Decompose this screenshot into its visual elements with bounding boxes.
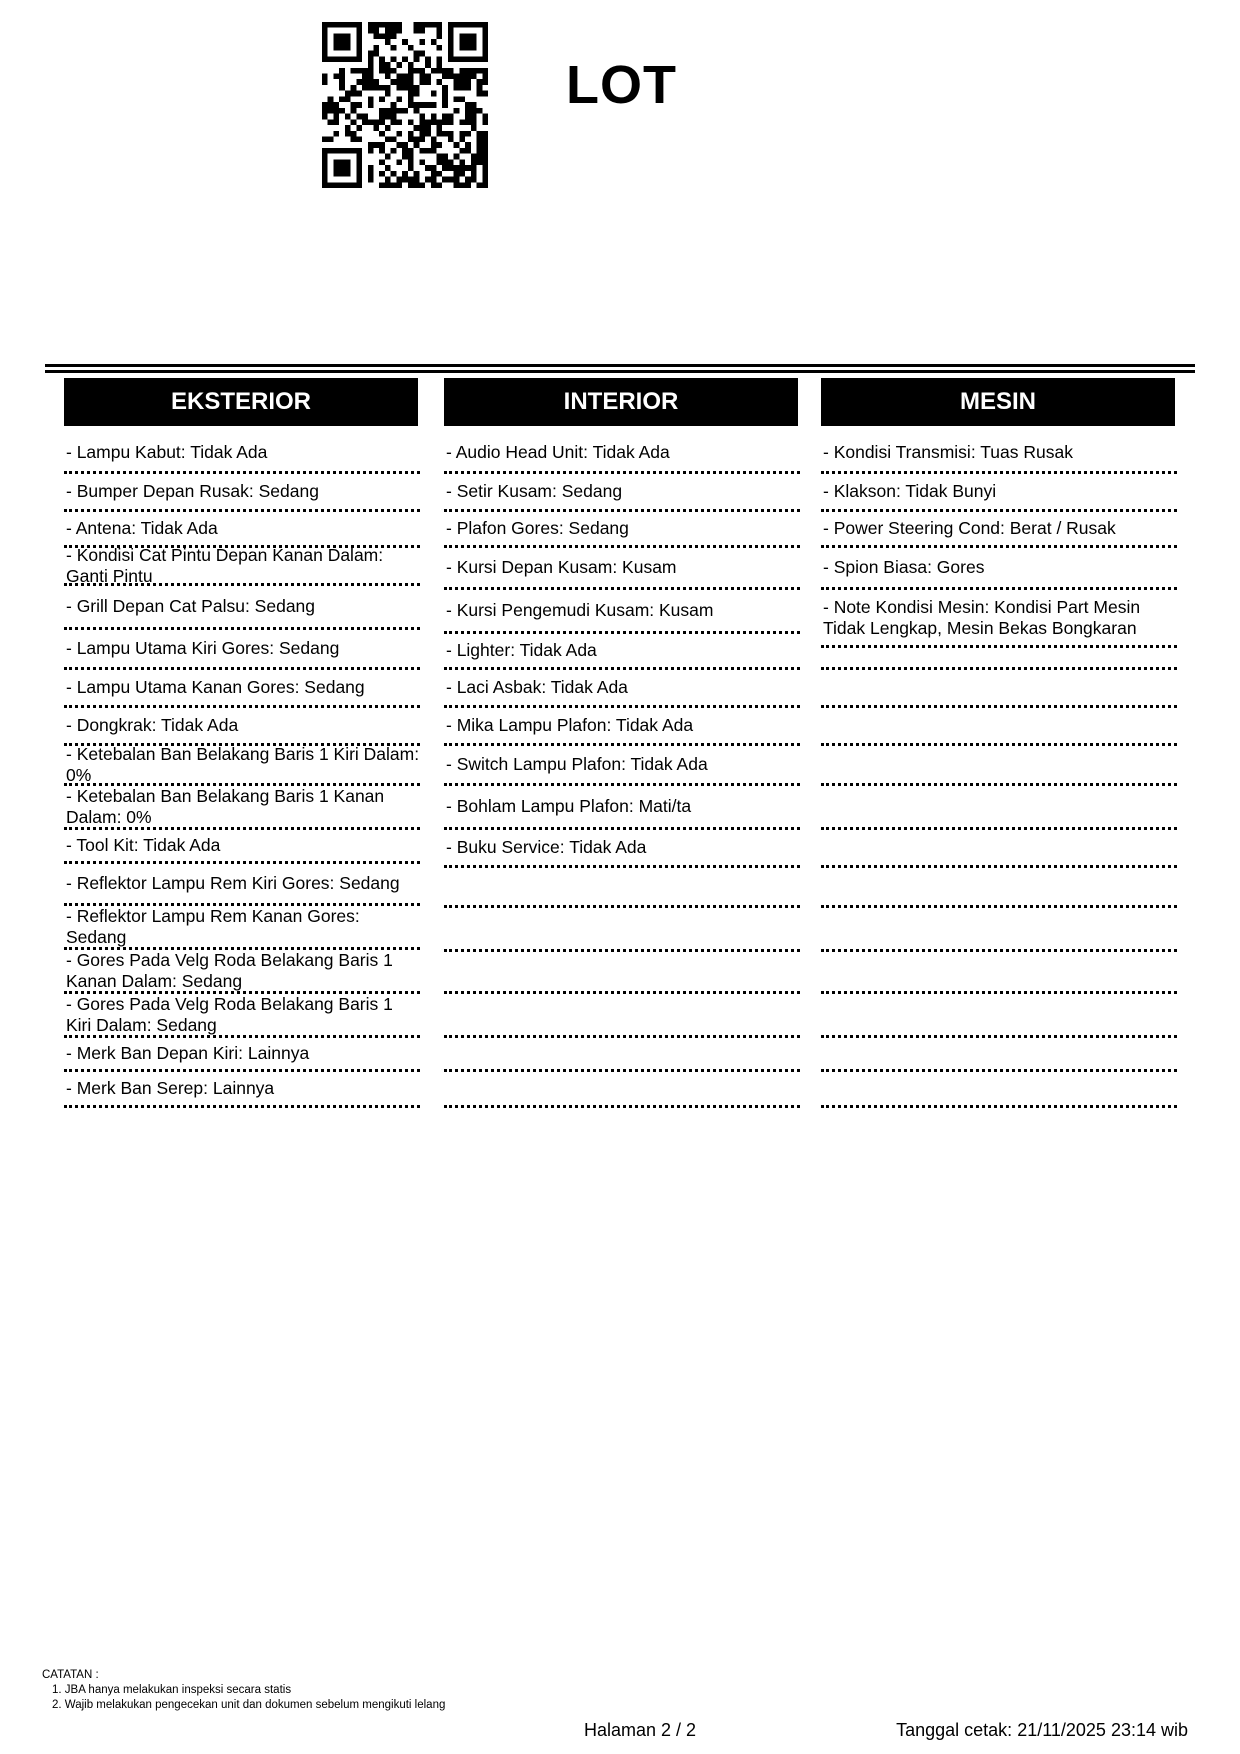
list-item: [444, 746, 800, 786]
list-item: [64, 512, 420, 548]
column-header-eksterior: EKSTERIOR: [64, 378, 418, 426]
list-item: [64, 906, 420, 950]
list-item-text: - Lampu Utama Kanan Gores: Sedang: [66, 677, 365, 697]
list-item: [444, 952, 800, 994]
list-item: [821, 548, 1177, 590]
list-item: [64, 586, 420, 630]
list-item: [821, 512, 1177, 548]
list-item-text: - Audio Head Unit: Tidak Ada: [446, 442, 670, 462]
note-item: 1. JBA hanya melakukan inspeksi secara statis: [52, 1684, 292, 1696]
list-item: [444, 868, 800, 908]
list-item: [64, 1072, 420, 1108]
list-item: [64, 474, 420, 512]
list-item: [444, 1072, 800, 1108]
list-item-text: - Lighter: Tidak Ada: [446, 640, 597, 660]
list-item: [444, 474, 800, 512]
list-item-text: - Merk Ban Serep: Lainnya: [66, 1078, 275, 1098]
list-item-text: - Kursi Pengemudi Kusam: Kusam: [446, 600, 714, 620]
list-item-text: - Lampu Kabut: Tidak Ada: [66, 442, 268, 462]
list-item-text: - Reflektor Lampu Rem Kiri Gores: Sedang: [66, 873, 400, 893]
list-item-text: - Note Kondisi Mesin: Kondisi Part Mesin Tidak Lengkap, Mesin Bekas Bongkaran: [823, 596, 1141, 638]
list-item: [64, 544, 420, 586]
page-number: Halaman 2 / 2: [584, 1720, 697, 1740]
list-item: [821, 1038, 1177, 1072]
list-item-text: - Grill Depan Cat Palsu: Sedang: [66, 596, 316, 616]
list-item-text: - Switch Lampu Plafon: Tidak Ada: [446, 754, 708, 774]
list-item: [821, 648, 1177, 670]
list-item: [821, 952, 1177, 994]
list-item-text: - Dongkrak: Tidak Ada: [66, 715, 239, 735]
list-item: [64, 994, 420, 1038]
footer-notes: [42, 1668, 445, 1713]
list-item-text: - Klakson: Tidak Bunyi: [823, 481, 997, 501]
header-divider-top: [45, 364, 1195, 367]
list-item: [444, 908, 800, 952]
qr-code-icon: [322, 22, 488, 188]
list-item-text: - Lampu Utama Kiri Gores: Sedang: [66, 638, 340, 658]
list-item: [444, 1038, 800, 1072]
list-item: [64, 743, 420, 786]
lot-title: LOT: [566, 55, 677, 115]
list-item-text: - Antena: Tidak Ada: [66, 518, 218, 538]
list-item: [821, 1072, 1177, 1108]
list-item: [64, 630, 420, 670]
list-item: [444, 634, 800, 670]
column-header-mesin: MESIN: [821, 378, 1175, 426]
list-item: [444, 708, 800, 746]
list-item: [821, 908, 1177, 952]
list-item-text: - Power Steering Cond: Berat / Rusak: [823, 518, 1116, 538]
list-item: [444, 830, 800, 868]
list-item: [821, 670, 1177, 708]
list-item: [444, 590, 800, 634]
list-item: [821, 830, 1177, 868]
list-item: [821, 590, 1177, 648]
mesin-list: [821, 434, 1177, 1108]
list-item-text: - Spion Biasa: Gores: [823, 557, 985, 577]
eksterior-list: [64, 434, 420, 1108]
list-item-text: - Kondisi Transmisi: Tuas Rusak: [823, 442, 1073, 462]
list-item: [64, 1038, 420, 1072]
list-item: [821, 474, 1177, 512]
list-item-text: - Laci Asbak: Tidak Ada: [446, 677, 628, 697]
list-item-text: - Kursi Depan Kusam: Kusam: [446, 557, 677, 577]
interior-list: [444, 434, 800, 1108]
column-mesin: [821, 378, 1175, 1108]
print-date: Tanggal cetak: 21/11/2025 23:14 wib: [896, 1720, 1188, 1740]
list-item-text: - Merk Ban Depan Kiri: Lainnya: [66, 1043, 310, 1063]
list-item: [64, 708, 420, 746]
list-item: [821, 746, 1177, 786]
list-item-text: - Tool Kit: Tidak Ada: [66, 835, 221, 855]
list-item: [444, 434, 800, 474]
list-item: [821, 708, 1177, 746]
note-item: 2. Wajib melakukan pengecekan unit dan dokumen sebelum mengikuti lelang: [52, 1699, 446, 1711]
list-item: [64, 670, 420, 708]
list-item-text: - Ketebalan Ban Belakang Baris 1 Kanan Dalam: 0%: [66, 785, 385, 827]
column-eksterior: [64, 378, 418, 1108]
list-item-text: - Reflektor Lampu Rem Kanan Gores: Sedang: [66, 905, 360, 947]
list-item: [821, 786, 1177, 830]
list-item-text: - Plafon Gores: Sedang: [446, 518, 629, 538]
list-item-text: - Ketebalan Ban Belakang Baris 1 Kiri Dalam: 0%: [66, 743, 420, 785]
list-item-text: - Gores Pada Velg Roda Belakang Baris 1 Kanan Dalam: Sedang: [66, 949, 393, 991]
list-item: [444, 670, 800, 708]
list-item-text: - Bohlam Lampu Plafon: Mati/ta: [446, 796, 692, 816]
list-item: [64, 434, 420, 474]
list-item: [821, 434, 1177, 474]
list-item: [444, 548, 800, 590]
notes-title: CATATAN :: [42, 1669, 99, 1681]
list-item-text: - Bumper Depan Rusak: Sedang: [66, 481, 319, 501]
list-item: [821, 868, 1177, 908]
list-item: [444, 512, 800, 548]
list-item: [821, 994, 1177, 1038]
column-header-interior: INTERIOR: [444, 378, 798, 426]
list-item-text: - Kondisi Cat Pintu Depan Kanan Dalam: Ganti Pintu: [66, 544, 384, 586]
list-item: [64, 786, 420, 830]
list-item: [64, 830, 420, 864]
list-item-text: - Setir Kusam: Sedang: [446, 481, 623, 501]
list-item: [444, 994, 800, 1038]
list-item: [444, 786, 800, 830]
list-item: [64, 864, 420, 906]
column-interior: [444, 378, 798, 1108]
list-item-text: - Mika Lampu Plafon: Tidak Ada: [446, 715, 694, 735]
list-item: [64, 950, 420, 994]
header-divider-bottom: [45, 370, 1195, 373]
list-item-text: - Buku Service: Tidak Ada: [446, 837, 647, 857]
list-item-text: - Gores Pada Velg Roda Belakang Baris 1 Kiri Dalam: Sedang: [66, 993, 393, 1035]
